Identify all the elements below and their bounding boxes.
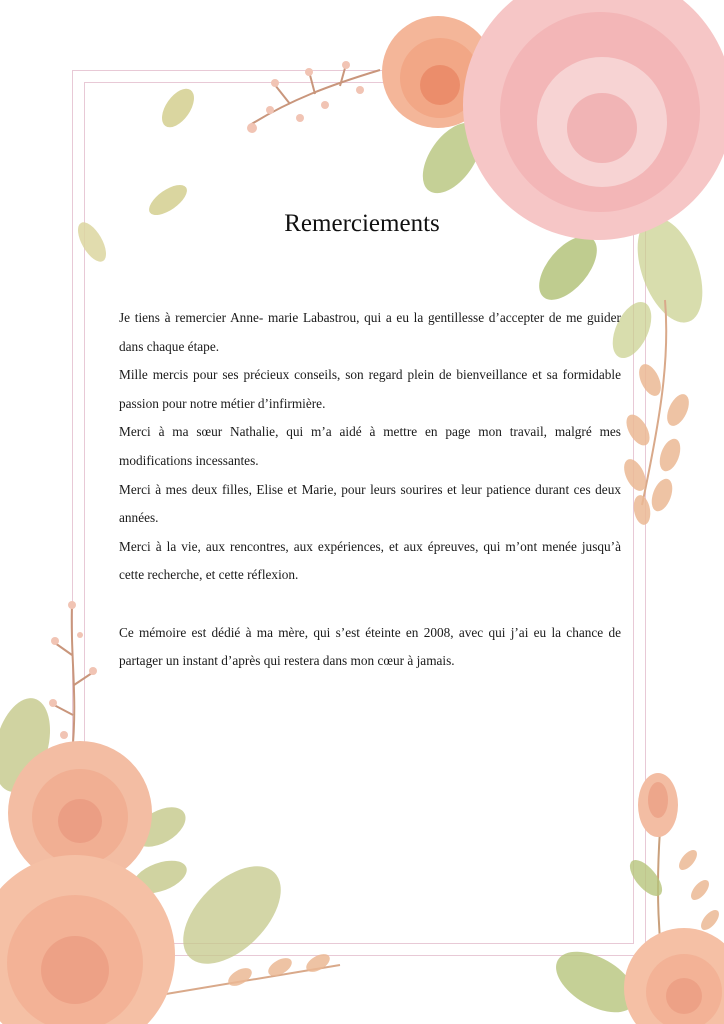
paragraph: Mille mercis pour ses précieux conseils, son regard plein de bienveillance et sa formidable passion pour notre métier d’infirmière. [119,367,621,411]
leaf-icon [624,855,668,902]
rose-icon [463,0,724,240]
paragraph: Merci à mes deux filles, Elise et Marie, pour leurs sourires et leur patience durant ces deux années. [119,481,621,526]
dedication-paragraph: Ce mémoire est dédié à ma mère, qui s’est éteinte en 2008, avec qui j’ai eu la chance de partager un instant d’après qui restera dans mon cœur à jamais. [119,624,621,669]
acknowledgements-text [119,304,621,676]
paragraph: Je tiens à remercier Anne- marie Labastrou, qui a eu la gentillesse d’accepter de me guider dans chaque étape. [119,310,621,354]
paragraph: Merci à ma sœur Nathalie, qui m’a aidé à mettre en page mon travail, malgré mes modifications incessantes. [119,424,621,468]
bottom-right-floral-decoration [548,760,724,1024]
page-title: Remerciements [284,210,440,237]
floating-leaves-decoration [70,80,200,280]
leaf-icon [156,83,200,133]
berry-branch-icon [54,605,92,755]
berry-branch-icon [250,68,380,125]
rose-icon [624,928,724,1024]
paragraph: Merci à la vie, aux rencontres, aux expériences, et aux épreuves, qui m’ont menée jusqu’à cette recherche, et cette réflexion. [119,538,621,583]
rose-icon [638,773,678,837]
